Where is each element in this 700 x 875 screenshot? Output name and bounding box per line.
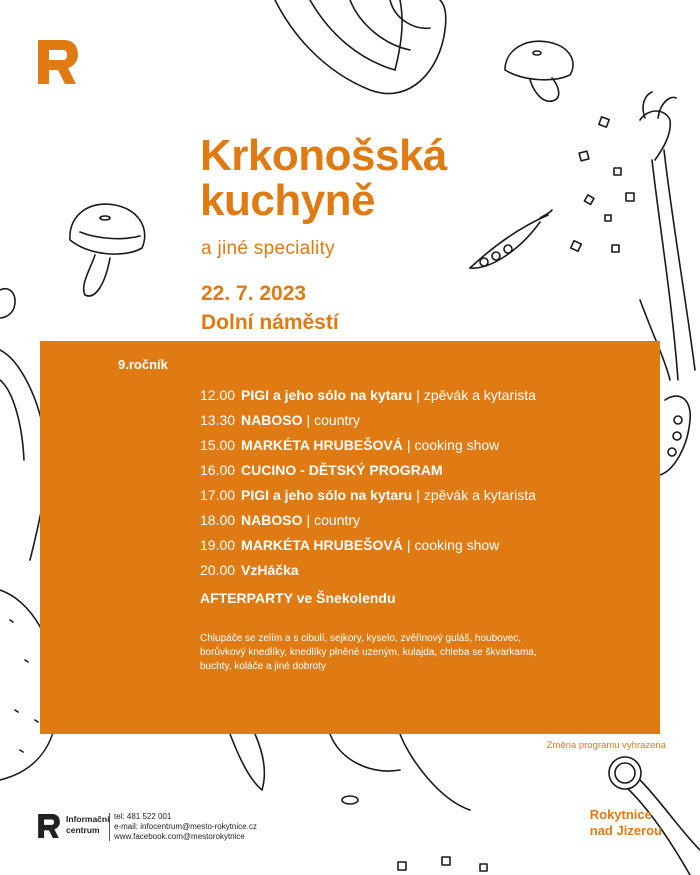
edition-label: 9.ročník: [118, 357, 168, 372]
subtitle: a jiné speciality: [201, 238, 335, 259]
info-centre-line: centrum: [66, 825, 100, 835]
program-time: 16.00: [200, 462, 236, 478]
menu-line: buchty, koláče a jiné dobroty: [200, 661, 327, 672]
program-time: 13.30: [200, 412, 236, 428]
program-separator: |: [406, 437, 411, 453]
program-act: VzHáčka: [241, 562, 299, 578]
town-name: [590, 807, 662, 839]
program-time: 20.00: [200, 562, 236, 578]
program-act: MARKÉTA HRUBEŠOVÁ: [241, 537, 403, 553]
facebook-link[interactable]: www.facebook.com@mestorokytnice: [114, 832, 245, 841]
title-line-1: Krkonošská: [200, 131, 447, 180]
program-note: country: [314, 512, 361, 528]
program-act: PIGI a jeho sólo na kytaru: [241, 487, 413, 503]
title-line-2: kuchyně: [200, 176, 376, 225]
program-act: PIGI a jeho sólo na kytaru: [241, 387, 413, 403]
program-note: cooking show: [414, 537, 500, 553]
program-act: MARKÉTA HRUBEŠOVÁ: [241, 437, 403, 453]
afterparty-label: AFTERPARTY ve Šnekolendu: [200, 590, 396, 606]
program-separator: |: [416, 487, 420, 503]
food-menu: [200, 632, 570, 674]
event-date: 22. 7. 2023: [201, 282, 307, 305]
town-line: Rokytnice: [589, 807, 652, 822]
leaf-icon: [275, 0, 446, 94]
program-separator: |: [306, 412, 311, 428]
program-item: [200, 536, 640, 561]
event-place: Dolní náměstí: [201, 311, 339, 334]
program-time: 15.00: [200, 437, 236, 453]
program-item: [200, 461, 640, 486]
pea-pod-icon: [660, 396, 690, 475]
program-note: zpěvák a kytarista: [423, 487, 536, 503]
program-item: [200, 511, 640, 536]
program-separator: |: [306, 512, 311, 528]
program-list: [200, 386, 640, 586]
program-note: country: [314, 412, 361, 428]
logo-r-icon: [38, 814, 60, 838]
page-title: [200, 133, 447, 223]
program-item: [200, 436, 640, 461]
email-link[interactable]: e-mail: infocentrum@mesto-rokytnice.cz: [114, 822, 257, 831]
info-centre-line: Informační: [66, 814, 110, 824]
spring-onion-icon: [640, 92, 695, 380]
program-change-notice: Změna programu vyhrazena: [546, 740, 666, 751]
program-note: cooking show: [414, 437, 500, 453]
info-centre-label: [66, 814, 109, 836]
program-separator: |: [406, 537, 411, 553]
program-time: 18.00: [200, 512, 236, 528]
logo-r-icon: [38, 40, 78, 84]
contact-block: [114, 812, 257, 842]
program-time: 19.00: [200, 537, 236, 553]
program-item: [200, 411, 640, 436]
program-item: [200, 386, 640, 411]
program-act: NABOSO: [241, 512, 303, 528]
pea-pod-icon: [470, 210, 552, 268]
program-item: [200, 561, 640, 586]
phone-text: tel: 481 522 001: [114, 812, 172, 821]
menu-line: Chlupáče se zelím a s cibulí, sejkory, kyselo, zvěřinový guláš, houbovec,: [200, 633, 522, 644]
program-time: 17.00: [200, 487, 236, 503]
program-separator: |: [416, 387, 420, 403]
footer-divider: [109, 813, 110, 841]
program-item: [200, 486, 640, 511]
program-note: zpěvák a kytarista: [423, 387, 536, 403]
town-line: nad Jizerou: [589, 823, 662, 838]
menu-line: borůvkový knedlíky, knedlíky plněné uzeným, kulajda, chleba se škvarkama,: [200, 647, 537, 658]
program-act: NABOSO: [241, 412, 303, 428]
program-panel: [40, 341, 660, 734]
mushroom-icon: [505, 41, 573, 101]
program-time: 12.00: [200, 387, 236, 403]
program-act: CUCINO - DĚTSKÝ PROGRAM: [241, 462, 443, 478]
mushroom-icon: [70, 204, 145, 296]
